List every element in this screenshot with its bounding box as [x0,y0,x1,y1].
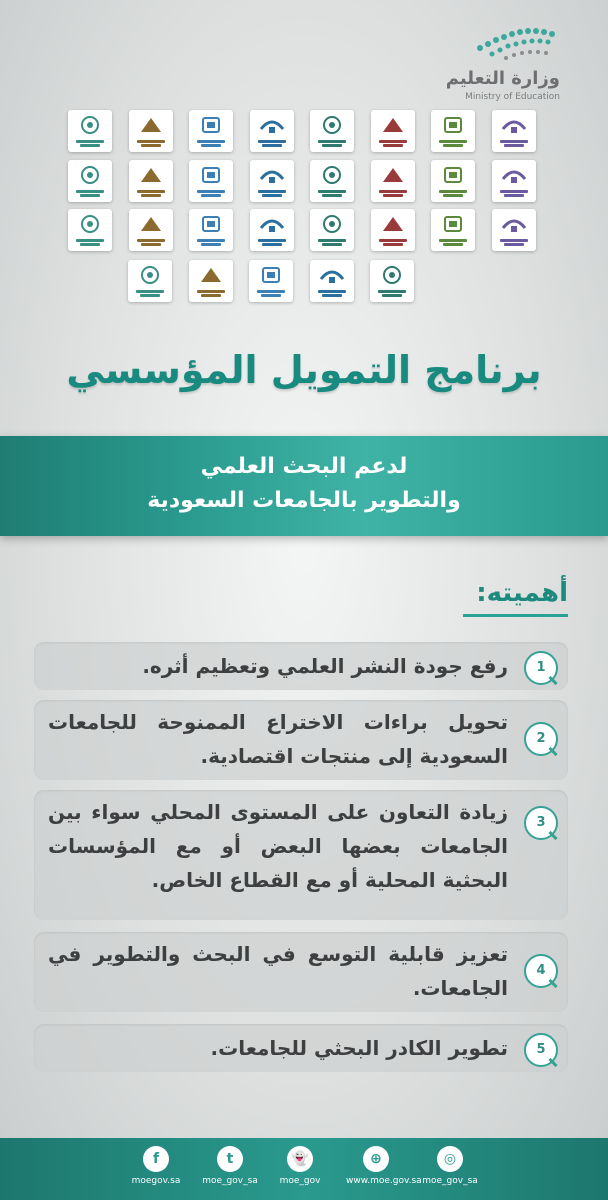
university-emblem-icon [379,165,407,185]
university-emblem-icon [137,214,165,234]
university-label-mark [494,189,534,199]
university-emblem-icon [197,165,225,185]
heading-underline [463,614,568,617]
university-logo [249,260,293,302]
social-handle[interactable]: moegov.sa [131,1176,181,1186]
university-label-mark [312,189,352,199]
university-emblem-icon [197,115,225,135]
university-logo [189,110,233,152]
university-label-mark [373,189,413,199]
university-emblem-icon [439,165,467,185]
university-logo [431,160,475,202]
social-handle[interactable]: www.moe.gov.sa [346,1176,422,1186]
university-label-mark [433,189,473,199]
social-facebook[interactable] [126,1146,186,1186]
globe-icon[interactable]: ⊕ [363,1146,389,1172]
item-number: 5 [524,1033,558,1067]
university-emblem-icon [136,265,164,285]
university-emblem-icon [258,115,286,135]
subtitle-line-2: والتطوير بالجامعات السعودية [147,488,461,513]
university-label-mark [252,139,292,149]
university-logo [129,110,173,152]
item-number: 3 [524,806,558,840]
university-logo [492,160,536,202]
university-logo [431,209,475,251]
university-label-mark [70,189,110,199]
university-label-mark [433,139,473,149]
university-label-mark [70,238,110,248]
university-logo [310,260,354,302]
university-emblem-icon [500,165,528,185]
importance-item [34,642,568,690]
university-label-mark [131,189,171,199]
university-label-mark [252,189,292,199]
twitter-icon[interactable]: t [217,1146,243,1172]
university-emblem-icon [439,115,467,135]
university-emblem-icon [257,265,285,285]
university-logo [68,160,112,202]
university-logo [371,110,415,152]
importance-item [34,790,568,920]
item-text: تطوير الكادر البحثي للجامعات. [210,1036,508,1060]
university-logo [129,160,173,202]
social-twitter[interactable] [200,1146,260,1186]
social-instagram[interactable] [420,1146,480,1186]
item-number: 2 [524,722,558,756]
university-logo [431,110,475,152]
university-label-mark [494,139,534,149]
university-emblem-icon [76,214,104,234]
ministry-logo-icon [470,18,560,63]
university-emblem-icon [76,115,104,135]
university-emblem-icon [76,165,104,185]
facebook-icon[interactable]: f [143,1146,169,1172]
university-emblem-icon [318,265,346,285]
university-label-mark [494,238,534,248]
university-logos-grid [60,105,560,315]
social-website[interactable] [346,1146,422,1186]
university-logo [189,260,233,302]
number-badge [524,954,558,994]
university-label-mark [131,238,171,248]
university-logo [250,160,294,202]
university-label-mark [373,139,413,149]
university-emblem-icon [378,265,406,285]
number-badge [524,722,558,762]
page-title: برنامج التمويل المؤسسي [66,348,542,392]
university-label-mark [372,289,412,299]
university-label-mark [433,238,473,248]
university-emblem-icon [318,115,346,135]
social-handle[interactable]: moe_gov_sa [202,1176,258,1186]
university-logo [189,160,233,202]
university-label-mark [191,289,231,299]
university-logo [128,260,172,302]
university-label-mark [312,238,352,248]
university-emblem-icon [500,115,528,135]
item-text: تحويل براءات الاختراع الممنوحة للجامعات السعودية إلى منتجات اقتصادية. [48,710,508,768]
university-logo [370,260,414,302]
number-badge [524,651,558,691]
university-label-mark [312,139,352,149]
university-label-mark [191,139,231,149]
university-emblem-icon [439,214,467,234]
item-number: 1 [524,651,558,685]
subtitle-band [0,436,608,536]
item-text: رفع جودة النشر العلمي وتعظيم أثره. [142,654,508,678]
social-handle[interactable]: moe_gov [279,1176,321,1186]
university-logo [250,209,294,251]
university-logo [189,209,233,251]
university-emblem-icon [318,165,346,185]
university-emblem-icon [379,214,407,234]
social-handle[interactable]: moe_gov_sa [422,1176,478,1186]
university-logo [250,110,294,152]
university-emblem-icon [500,214,528,234]
university-logo [310,160,354,202]
item-text: زيادة التعاون على المستوى المحلي سواء بين الجامعات بعضها البعض أو مع المؤسسات البحثية المحلية أو مع القطاع الخاص. [48,800,508,892]
university-label-mark [131,139,171,149]
item-text: تعزيز قابلية التوسع في البحث والتطوير في الجامعات. [48,942,508,1000]
university-label-mark [191,238,231,248]
instagram-icon[interactable]: ◎ [437,1146,463,1172]
university-emblem-icon [258,214,286,234]
snapchat-icon[interactable]: 👻 [287,1146,313,1172]
university-label-mark [373,238,413,248]
university-logo [371,160,415,202]
university-logo [129,209,173,251]
footer-bar [0,1138,608,1200]
university-emblem-icon [137,165,165,185]
university-label-mark [191,189,231,199]
university-label-mark [251,289,291,299]
subtitle-line-1: لدعم البحث العلمي [200,454,408,479]
social-snapchat[interactable] [270,1146,330,1186]
importance-item [34,700,568,780]
number-badge [524,806,558,846]
ministry-name-ar: وزارة التعليم [445,68,560,89]
university-label-mark [130,289,170,299]
university-logo [310,110,354,152]
importance-item [34,1024,568,1072]
number-badge [524,1033,558,1073]
university-emblem-icon [197,214,225,234]
university-emblem-icon [137,115,165,135]
university-label-mark [252,238,292,248]
university-logo [492,110,536,152]
university-emblem-icon [258,165,286,185]
university-logo [68,110,112,152]
university-emblem-icon [197,265,225,285]
university-label-mark [312,289,352,299]
university-logo [492,209,536,251]
item-number: 4 [524,954,558,988]
university-logo [371,209,415,251]
ministry-name-en: Ministry of Education [465,92,560,102]
university-label-mark [70,139,110,149]
importance-heading: أهميته: [476,578,568,608]
university-emblem-icon [379,115,407,135]
importance-item [34,932,568,1012]
university-logo [310,209,354,251]
university-emblem-icon [318,214,346,234]
university-logo [68,209,112,251]
